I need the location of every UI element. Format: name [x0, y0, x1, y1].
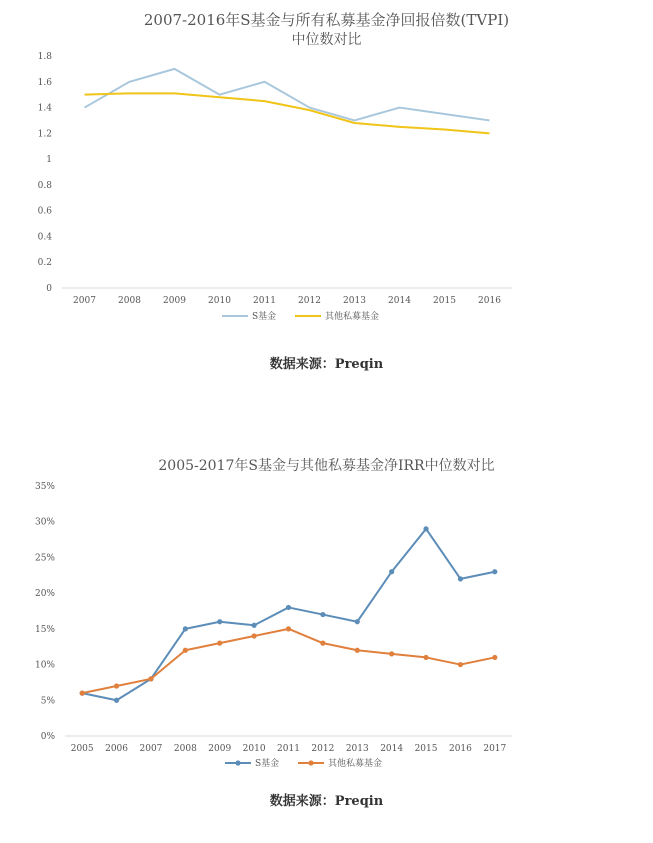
legend-marker	[308, 760, 313, 765]
data-point	[492, 655, 497, 660]
chart1-subtitle: 中位数对比	[291, 32, 362, 48]
chart2-source: 数据来源：Preqin	[269, 794, 384, 809]
x-tick-label: 2016	[448, 744, 472, 754]
series-line-other-pe	[85, 93, 490, 133]
data-point	[80, 691, 85, 696]
data-point	[217, 641, 222, 646]
irr-chart-block	[0, 440, 653, 840]
x-tick-label: 2014	[380, 744, 404, 754]
y-tick-label: 0.6	[37, 206, 52, 217]
data-point	[114, 683, 119, 688]
y-tick-label: 1.8	[37, 52, 52, 62]
data-point	[355, 619, 360, 624]
y-tick-label: 30%	[34, 517, 55, 528]
x-tick-label: 2012	[298, 296, 321, 306]
x-tick-label: 2011	[253, 296, 276, 306]
x-tick-label: 2011	[277, 744, 300, 754]
legend-marker	[235, 760, 240, 765]
x-tick-label: 2005	[70, 744, 94, 754]
data-point	[458, 576, 463, 581]
y-tick-label: 1.6	[37, 77, 52, 88]
x-tick-label: 2016	[478, 296, 501, 306]
data-point	[286, 626, 291, 631]
x-tick-label: 2008	[118, 296, 141, 306]
series-line-s-fund	[82, 529, 495, 700]
chart2-title: 2005-2017年S基金与其他私募基金净IRR中位数对比	[158, 458, 495, 474]
legend-label: S基金	[255, 759, 280, 769]
x-tick-label: 2015	[414, 744, 438, 754]
y-tick-label: 20%	[34, 589, 55, 600]
y-tick-label: 10%	[34, 660, 55, 671]
x-tick-label: 2007	[139, 744, 163, 754]
y-tick-label: 1.4	[37, 103, 52, 114]
x-tick-label: 2008	[173, 744, 197, 754]
data-point	[423, 526, 428, 531]
x-tick-label: 2012	[311, 744, 335, 754]
y-tick-label: 0.2	[37, 258, 52, 269]
y-tick-label: 5%	[40, 696, 55, 707]
chart1-source: 数据来源：Preqin	[269, 357, 384, 372]
x-tick-label: 2013	[345, 744, 369, 754]
tvpi-chart-block	[0, 0, 653, 380]
x-tick-label: 2006	[105, 744, 129, 754]
y-tick-label: 1	[46, 155, 52, 166]
data-point	[423, 655, 428, 660]
x-tick-label: 2013	[343, 296, 366, 306]
legend-label: S基金	[252, 312, 277, 322]
x-tick-label: 2014	[388, 296, 411, 306]
data-point	[148, 676, 153, 681]
x-tick-label: 2010	[208, 296, 231, 306]
x-tick-label: 2015	[433, 296, 456, 306]
data-point	[286, 605, 291, 610]
y-tick-label: 15%	[34, 624, 55, 635]
data-point	[320, 641, 325, 646]
data-point	[252, 623, 257, 628]
y-tick-label: 25%	[34, 553, 55, 564]
y-tick-label: 0	[46, 284, 52, 294]
data-point	[183, 648, 188, 653]
data-point	[217, 619, 222, 624]
data-point	[492, 569, 497, 574]
data-point	[114, 698, 119, 703]
data-point	[389, 651, 394, 656]
y-tick-label: 0%	[40, 732, 55, 742]
tvpi-line-chart	[0, 0, 653, 340]
x-tick-label: 2010	[242, 744, 266, 754]
x-tick-label: 2009	[208, 744, 232, 754]
x-tick-label: 2007	[73, 296, 96, 306]
data-point	[183, 626, 188, 631]
legend-label: 其他私募基金	[325, 312, 380, 322]
data-point	[458, 662, 463, 667]
chart1-title: 2007-2016年S基金与所有私募基金净回报倍数(TVPI)	[143, 11, 510, 29]
x-tick-label: 2009	[163, 296, 186, 306]
data-point	[320, 612, 325, 617]
legend-label: 其他私募基金	[328, 759, 383, 769]
series-line-s-fund	[85, 69, 490, 121]
data-point	[252, 633, 257, 638]
y-tick-label: 0.4	[37, 232, 52, 243]
y-tick-label: 0.8	[37, 180, 52, 191]
y-tick-label: 35%	[34, 482, 55, 492]
data-point	[389, 569, 394, 574]
y-tick-label: 1.2	[37, 129, 52, 140]
irr-line-chart	[0, 440, 653, 780]
x-tick-label: 2017	[483, 744, 507, 754]
data-point	[355, 648, 360, 653]
